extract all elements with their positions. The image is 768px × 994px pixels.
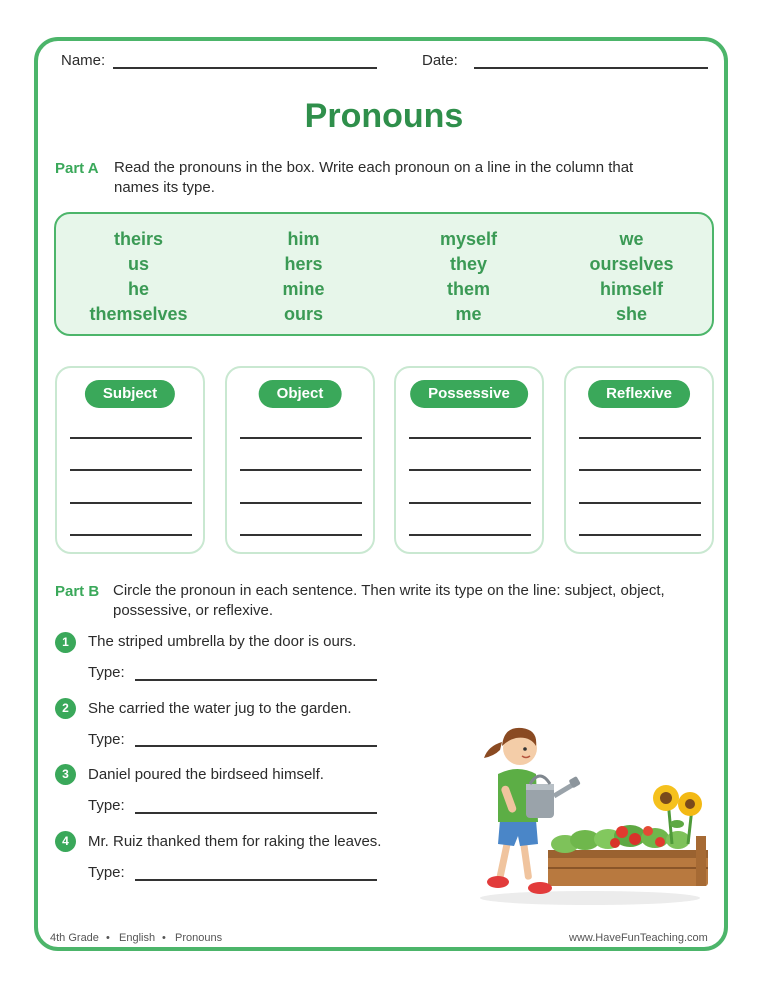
word-bank-word: mine [282, 279, 325, 299]
category-card-reflexive [564, 366, 714, 554]
part-a-instruction-line1: Read the pronouns in the box. Write each pronoun on a line in the column that [114, 159, 634, 176]
word-bank-column [56, 227, 221, 327]
part-b-instruction-line1: Circle the pronoun in each sentence. Then write its type on the line: subject, object, [113, 582, 665, 599]
answer-line[interactable] [409, 502, 531, 504]
answer-line[interactable] [240, 534, 362, 536]
word-bank-word: themselves [89, 304, 188, 324]
word-bank-column [221, 227, 386, 327]
word-bank-word: him [287, 229, 320, 249]
footer-topic: Pronouns [175, 932, 223, 944]
part-a-label: Part A [55, 160, 99, 177]
question-sentence: The striped umbrella by the door is ours. [88, 633, 357, 650]
type-answer-line[interactable] [135, 745, 377, 747]
answer-line[interactable] [70, 469, 192, 471]
answer-line[interactable] [240, 437, 362, 439]
word-bank-word: we [619, 229, 644, 249]
question-sentence: She carried the water jug to the garden. [88, 700, 352, 717]
word-bank-word: them [446, 279, 490, 299]
part-a-instruction-line2: names its type. [114, 179, 215, 196]
answer-line[interactable] [70, 502, 192, 504]
type-label: Type: [88, 664, 125, 681]
category-heading: Object [259, 380, 342, 408]
category-heading: Reflexive [588, 380, 690, 408]
question-number-badge: 3 [55, 764, 76, 785]
type-label: Type: [88, 864, 125, 881]
footer-grade: 4th Grade [50, 932, 99, 944]
footer-separator: • [162, 932, 166, 944]
category-card-possessive [394, 366, 544, 554]
word-bank-column [549, 227, 714, 327]
answer-line[interactable] [70, 534, 192, 536]
type-answer-line[interactable] [135, 812, 377, 814]
question-number-badge: 1 [55, 632, 76, 653]
answer-line[interactable] [579, 437, 701, 439]
footer-website-link[interactable]: www.HaveFunTeaching.com [569, 932, 708, 944]
word-bank-word: they [449, 254, 487, 274]
type-label: Type: [88, 731, 125, 748]
type-answer-line[interactable] [135, 679, 377, 681]
girl-gardening-illustration [470, 712, 715, 908]
question-sentence: Daniel poured the birdseed himself. [88, 766, 324, 783]
category-heading: Possessive [410, 380, 528, 408]
page-title: Pronouns [304, 97, 464, 135]
word-bank-word: ourselves [589, 254, 674, 274]
word-bank-word: he [127, 279, 149, 299]
word-bank-word: ours [283, 304, 323, 324]
date-label: Date: [422, 52, 458, 69]
word-bank-word: me [455, 304, 482, 324]
garden-bed-icon [548, 825, 708, 886]
word-bank-word: she [615, 304, 648, 324]
name-label: Name: [61, 52, 106, 69]
footer-subject: English [119, 932, 156, 944]
answer-line[interactable] [409, 534, 531, 536]
category-card-object [225, 366, 375, 554]
footer-separator: • [106, 932, 110, 944]
answer-line[interactable] [240, 502, 362, 504]
category-heading: Subject [85, 380, 175, 408]
word-bank [54, 212, 714, 336]
question-number-badge: 2 [55, 698, 76, 719]
type-answer-line[interactable] [135, 879, 377, 881]
question-number-badge: 4 [55, 831, 76, 852]
answer-line[interactable] [70, 437, 192, 439]
word-bank-word: myself [439, 229, 498, 249]
answer-line[interactable] [240, 469, 362, 471]
answer-line[interactable] [579, 502, 701, 504]
word-bank-word: hers [284, 254, 323, 274]
answer-line[interactable] [409, 469, 531, 471]
answer-line[interactable] [409, 437, 531, 439]
word-bank-word: us [127, 254, 149, 274]
date-field[interactable] [474, 67, 708, 69]
part-b-label: Part B [55, 583, 100, 600]
name-field[interactable] [113, 67, 377, 69]
word-bank-column [386, 227, 551, 327]
word-bank-word: himself [599, 279, 664, 299]
answer-line[interactable] [579, 534, 701, 536]
answer-line[interactable] [579, 469, 701, 471]
question-sentence: Mr. Ruiz thanked them for raking the leaves. [88, 833, 382, 850]
type-label: Type: [88, 797, 125, 814]
part-b-instruction-line2: possessive, or reflexive. [113, 602, 274, 619]
word-bank-word: theirs [113, 229, 164, 249]
category-card-subject [55, 366, 205, 554]
